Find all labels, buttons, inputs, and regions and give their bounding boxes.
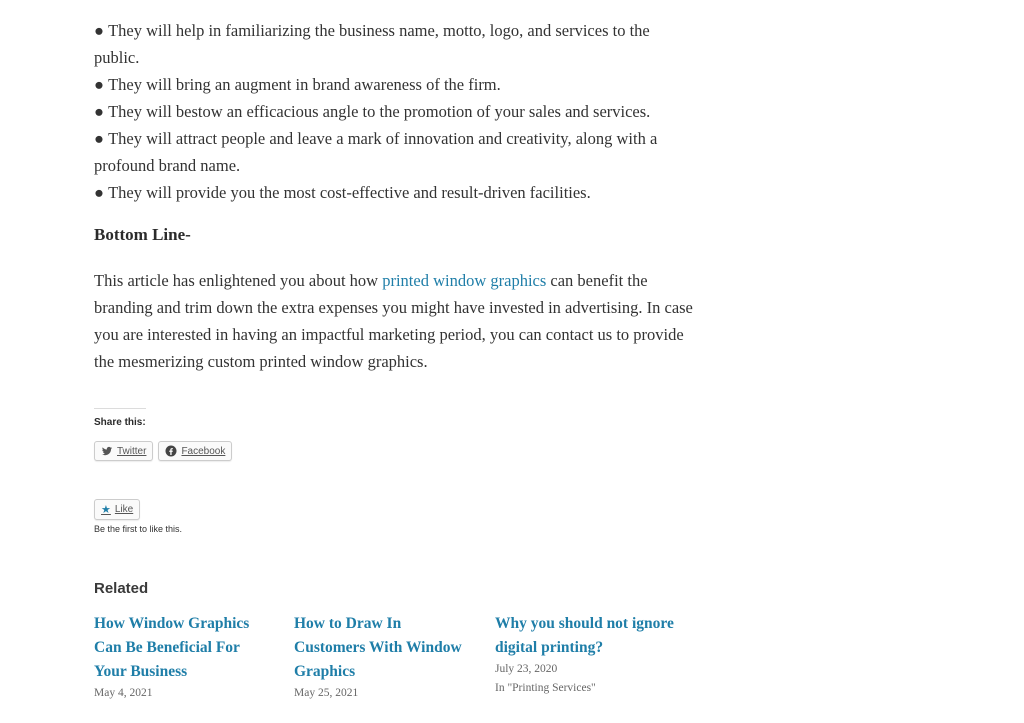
bullet-item: ● They will help in familiarizing the business name, motto, logo, and services to the bbox=[94, 17, 694, 44]
like-label: Like bbox=[114, 504, 134, 515]
twitter-label: Twitter bbox=[117, 445, 147, 457]
related-post-title[interactable]: How Window Graphics Can Be Beneficial For Your Business bbox=[94, 615, 250, 680]
like-button[interactable] bbox=[94, 499, 140, 520]
facebook-share-button[interactable] bbox=[158, 441, 232, 461]
related-post bbox=[94, 612, 274, 703]
bullet-item: ● They will bestow an efficacious angle to the promotion of your sales and services. bbox=[94, 98, 694, 125]
related-post-date: May 4, 2021 bbox=[94, 687, 153, 699]
like-section bbox=[94, 499, 182, 534]
related-post bbox=[495, 612, 675, 698]
bullet-item: ● They will attract people and leave a mark of innovation and creativity, along with a bbox=[94, 125, 694, 152]
twitter-share-button[interactable] bbox=[94, 441, 153, 461]
facebook-label: Facebook bbox=[181, 445, 226, 457]
related-post-date: July 23, 2020 bbox=[495, 663, 558, 675]
bullet-item-continuation: profound brand name. bbox=[94, 156, 241, 175]
share-title: Share this: bbox=[94, 408, 146, 428]
related-post bbox=[294, 612, 474, 703]
article-text-pre: This article has enlightened you about how bbox=[94, 271, 383, 290]
star-icon: ★ bbox=[101, 504, 111, 516]
related-post-title[interactable]: How to Draw In Customers With Window Graphics bbox=[294, 615, 462, 680]
bullet-item: ● They will bring an augment in brand awareness of the firm. bbox=[94, 71, 694, 98]
related-post-date: May 25, 2021 bbox=[294, 687, 359, 699]
share-section bbox=[94, 408, 232, 461]
related-post-category: In "Printing Services" bbox=[495, 682, 596, 694]
twitter-icon bbox=[101, 445, 113, 457]
article-text-post: can benefit the branding and trim down the extra expenses you might have invested in advertising. In case you are interested in having an impactful marketing period, you can contact us to provide the mesmerizing custom printed window graphics. bbox=[94, 271, 693, 371]
article-paragraph bbox=[94, 267, 694, 375]
bullet-item: ● They will provide you the most cost-effective and result-driven facilities. bbox=[94, 179, 694, 206]
like-note: Be the first to like this. bbox=[94, 524, 183, 534]
related-post-title[interactable]: Why you should not ignore digital printing? bbox=[495, 615, 674, 656]
post-content bbox=[94, 17, 694, 699]
printed-window-graphics-link[interactable]: printed window graphics bbox=[382, 271, 547, 290]
bullet-item-continuation: public. bbox=[94, 48, 140, 67]
facebook-icon bbox=[165, 445, 177, 457]
related-heading: Related bbox=[94, 580, 149, 597]
bottom-line-heading: Bottom Line- bbox=[94, 225, 191, 244]
share-buttons bbox=[94, 441, 232, 461]
